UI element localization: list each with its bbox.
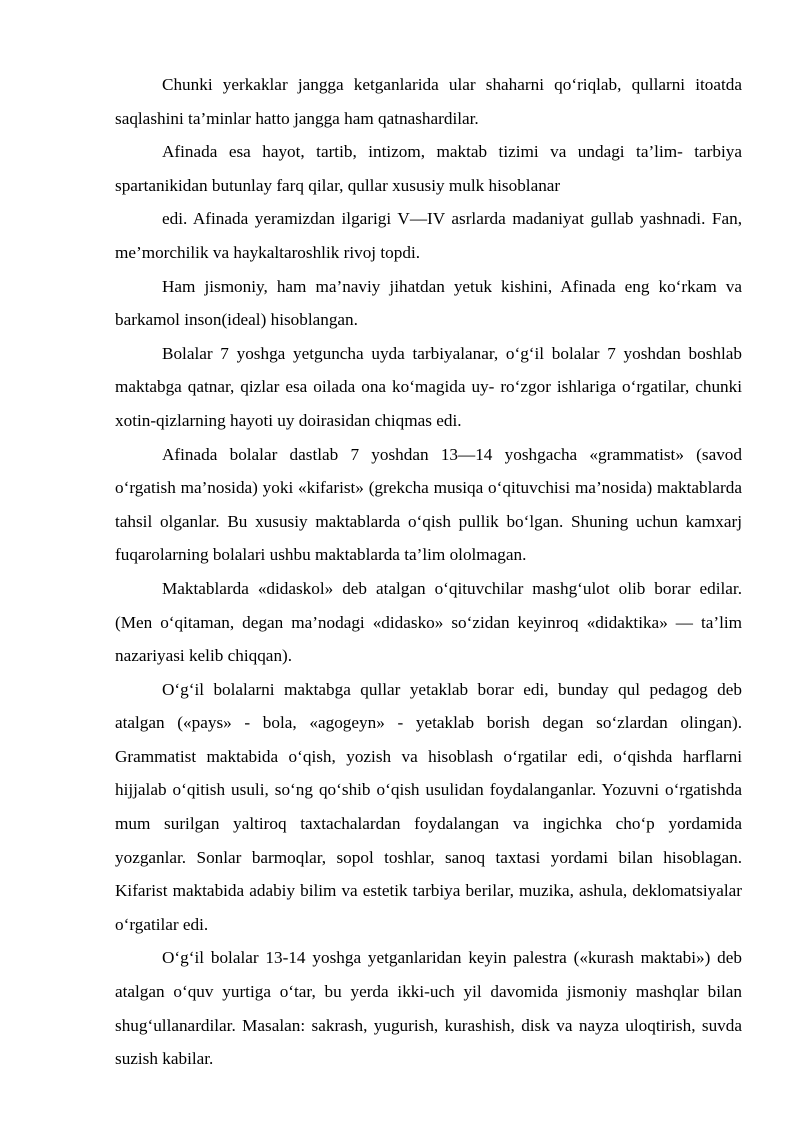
paragraph: Afinada esa hayot, tartib, intizom, maktab tizimi va undagi ta’lim- tarbiya spartanikidan butunlay farq qilar, qullar xususiy mulk hisoblanar xyxy=(115,142,742,195)
paragraph: Afinada bolalar dastlab 7 yoshdan 13—14 yoshgacha «grammatist» (savod o‘rgatish ma’nosida) yoki «kifarist» (grekcha musiqa o‘qituvchisi ma’nosida) maktablarda tahsil olganlar. Bu xususiy maktablarda o‘qish pullik bo‘lgan. Shuning uchun kamxarj fuqarolarning bolalari ushbu maktablarda ta’lim ololmagan. xyxy=(115,444,742,565)
paragraph: Maktablarda «didaskol» deb atalgan o‘qituvchilar mashg‘ulot olib borar edilar. (Men o‘qitaman, degan ma’nodagi «didasko» so‘zidan keyinroq «didaktika» — ta’lim nazariyasi kelib chiqqan). xyxy=(115,578,742,666)
paragraph: edi. Afinada yeramizdan ilgarigi V—IV asrlarda madaniyat gullab yashnadi. Fan, me’morchilik va haykaltaroshlik rivoj topdi. xyxy=(115,209,742,262)
paragraph: Chunki yerkaklar jangga ketganlarida ular shaharni qo‘riqlab, qullarni itoatda saqlashini ta’minlar hatto jangga ham qatnashardilar. xyxy=(115,75,742,128)
paragraph: O‘g‘il bolalar 13-14 yoshga yetganlaridan keyin palestra («kurash maktabi») deb atalgan o‘quv yurtiga o‘tar, bu yerda ikki-uch yil davomida jismoniy mashqlar bilan shug‘ullanardilar. Masalan: sakrash, yugurish, kurashish, disk va nayza uloqtirish, suvda suzish kabilar. xyxy=(115,948,742,1069)
paragraph: Ham jismoniy, ham ma’naviy jihatdan yetuk kishini, Afinada eng ko‘rkam va barkamol inson(ideal) hisoblangan. xyxy=(115,276,742,330)
paragraph: O‘g‘il bolalarni maktabga qullar yetaklab borar edi, bunday qul pedagog deb atalgan («pays» - bola, «agogeyn» - yetaklab borish degan so‘zlardan olingan). Grammatist maktabida o‘qish, yozish va hisoblash o‘rgatilar edi, o‘qishda harflarni hijjalab o‘qitish usuli, so‘ng qo‘shib o‘qish usulidan foydalanganlar. Yozuvni o‘rgatishda mum surilgan yaltiroq taxtachalardan foydalangan va ingichka cho‘p yordamida yozganlar. Sonlar barmoqlar, sopol toshlar, sanoq taxtasi yordami bilan hisoblagan. Kifarist maktabida adabiy bilim va estetik tarbiya berilar, muzika, ashula, deklomatsiyalar o‘rgatilar edi. xyxy=(115,679,742,934)
document-page xyxy=(115,68,742,1076)
paragraph: Bolalar 7 yoshga yetguncha uyda tarbiyalanar, o‘g‘il bolalar 7 yoshdan boshlab maktabga qatnar, qizlar esa oilada ona ko‘magida uy- ro‘zgor ishlariga o‘rgatilar, chunki xotin-qizlarning hayoti uy doirasidan chiqmas edi. xyxy=(115,343,742,430)
